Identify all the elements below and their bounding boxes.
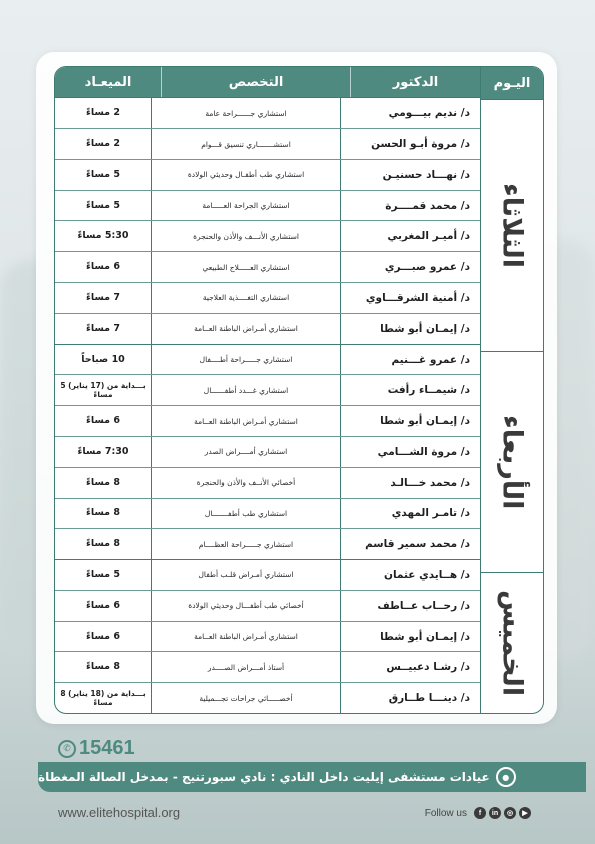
header-row: [55, 67, 480, 97]
doctor-cell: د/ محمد قمــــرة: [340, 191, 480, 221]
doctor-cell: د/ مروة الشـــامي: [340, 437, 480, 467]
table-row: [55, 159, 480, 190]
specialty-cell: استشاري الجراحة العـــــامة: [151, 191, 340, 221]
doctor-cell: د/ أميـر المغربي: [340, 221, 480, 251]
time-cell: 8 مساءً: [86, 661, 120, 673]
specialty-cell: استشاري أمـراض الباطنة العــامة: [151, 622, 340, 652]
header-specialty: التخصص: [161, 67, 350, 97]
table-row: [55, 97, 480, 128]
header-time: الميعـاد: [84, 74, 132, 90]
time-cell: 5 مساءً: [86, 168, 120, 180]
time-cell: بـــداية من (17 يناير) 5 مساءً: [60, 380, 146, 400]
specialty-cell: أخصـــــائي جراحات تجـــميلية: [151, 683, 340, 713]
specialty-cell: استشاري جـــــراحة أطــــفال: [151, 345, 340, 375]
table-row: [55, 405, 480, 436]
time-cell: 6 مساءً: [86, 261, 120, 273]
doctor-cell: د/ إيمـان أبو شطا: [340, 406, 480, 436]
table-row: [55, 467, 480, 498]
specialty-cell: أستاذ أمـــراض الصــــدر: [151, 652, 340, 682]
time-cell: 2 مساءً: [86, 138, 120, 150]
table-row: [55, 190, 480, 221]
website-link[interactable]: www.elitehospital.org: [58, 805, 181, 820]
time-cell: 5 مساءً: [86, 199, 120, 211]
table-row: [55, 313, 480, 344]
doctor-cell: د/ دينـــا طــارق: [340, 683, 480, 713]
instagram-icon[interactable]: ◎: [504, 807, 516, 819]
day-cell-tuesday: [481, 99, 543, 351]
time-cell: 8 مساءً: [86, 476, 120, 488]
specialty-cell: استشاري أمـراض الباطنة العــامة: [151, 406, 340, 436]
specialty-cell: استشاري التغــــذية العلاجية: [151, 283, 340, 313]
time-cell: 6 مساءً: [86, 630, 120, 642]
time-cell: 8 مساءً: [86, 538, 120, 550]
time-cell: بـــداية من (18 يناير) 8 مساءً: [60, 688, 146, 708]
time-cell: 5:30 مساءً: [77, 230, 129, 242]
doctor-cell: د/ أمنية الشرقـــاوي: [340, 283, 480, 313]
day-cell-thursday: [481, 572, 543, 713]
location-pin-icon: ●: [496, 767, 516, 787]
doctor-cell: د/ هــايدي عثمان: [340, 560, 480, 590]
specialty-cell: استشاري طب أطفـــــــال: [151, 499, 340, 529]
social-links: [425, 807, 531, 819]
specialty-cell: استشاري أمـراض الباطنة العــامة: [151, 314, 340, 344]
doctor-cell: د/ تامـر المهدي: [340, 499, 480, 529]
linkedin-icon[interactable]: in: [489, 807, 501, 819]
doctor-cell: د/ رحــاب عــاطف: [340, 591, 480, 621]
day-cell-wednesday: [481, 351, 543, 572]
table-row: [55, 621, 480, 652]
time-cell: 5 مساءً: [86, 569, 120, 581]
facebook-icon[interactable]: f: [474, 807, 486, 819]
doctor-cell: د/ محمد خـــالـد: [340, 468, 480, 498]
doctor-cell: د/ إيمـان أبو شطا: [340, 622, 480, 652]
specialty-cell: أخصائي طب أطفـــال وحديثي الولادة: [151, 591, 340, 621]
table-row: [55, 220, 480, 251]
hotline-number: 15461: [79, 737, 135, 759]
specialty-cell: استشاري أمــــراض الصدر: [151, 437, 340, 467]
doctor-cell: د/ نهـــاد حسنيـن: [340, 160, 480, 190]
doctor-cell: د/ شيمــاء رأفت: [340, 375, 480, 405]
hotline[interactable]: [58, 737, 135, 760]
doctor-cell: د/ محمد سمير قاسم: [340, 529, 480, 559]
address-text: عيادات مستشفى إيليت داخل النادي : نادي سبورتنيج - بمدخل الصالة المغطاة: [38, 770, 490, 784]
table-row: [55, 559, 480, 590]
specialty-cell: استشـــــــاري تنسيق قـــوام: [151, 129, 340, 159]
header-doctor: الدكتور: [350, 67, 480, 97]
header-day: اليـوم: [481, 67, 543, 99]
time-cell: 6 مساءً: [86, 415, 120, 427]
time-cell: 7 مساءً: [86, 292, 120, 303]
time-cell: 6 مساءً: [86, 599, 120, 611]
address-band: [38, 762, 586, 792]
time-cell: 8 مساءً: [86, 507, 120, 519]
time-cell: 10 صباحاً: [81, 353, 125, 365]
table-row: [55, 528, 480, 559]
table-row: [55, 128, 480, 159]
table-row: [55, 344, 480, 375]
day-column: [480, 67, 543, 713]
table-row: [55, 651, 480, 682]
time-cell: 7 مساءً: [86, 322, 120, 334]
table-row: [55, 282, 480, 313]
time-cell: 7:30 مساءً: [77, 445, 129, 457]
day-label: الخميس: [496, 589, 528, 697]
specialty-cell: استشاري جـــــراحة العظــــام: [151, 529, 340, 559]
follow-label: Follow us: [424, 807, 467, 819]
specialty-cell: استشاري الأنـــف والأذن والحنجرة: [151, 221, 340, 251]
schedule-table: [54, 66, 544, 714]
day-label: الأربعاء: [496, 414, 528, 510]
youtube-icon[interactable]: ▶: [519, 807, 531, 819]
doctor-cell: د/ نديم بيـــومي: [340, 98, 480, 128]
table-row: [55, 590, 480, 621]
doctor-cell: د/ رشـا دعبيــس: [340, 652, 480, 682]
doctor-cell: د/ عمرو صبـــري: [340, 252, 480, 282]
specialty-cell: استشاري العـــــلاج الطبيعي: [151, 252, 340, 282]
table-row: [55, 374, 480, 405]
specialty-cell: استشاري طب أطفـال وحديثي الولادة: [151, 160, 340, 190]
specialty-cell: استشاري أمـراض قلـب أطفال: [151, 560, 340, 590]
specialty-cell: استشاري جــــــراحة عامة: [151, 98, 340, 128]
doctor-cell: د/ عمرو غـــنيم: [340, 345, 480, 375]
schedule-rows: [55, 67, 480, 713]
day-label: الثلاثاء: [496, 183, 528, 268]
phone-icon: ✆: [58, 740, 76, 758]
table-row: [55, 498, 480, 529]
doctor-cell: د/ إيمـان أبو شطا: [340, 314, 480, 344]
table-row: [55, 682, 480, 713]
specialty-cell: أخصائي الأنــف والأذن والحنجرة: [151, 468, 340, 498]
table-row: [55, 251, 480, 282]
specialty-cell: استشاري غـــدد أطفــــــال: [151, 375, 340, 405]
table-row: [55, 436, 480, 467]
doctor-cell: د/ مروة أبـو الحسن: [340, 129, 480, 159]
time-cell: 2 مساءً: [86, 107, 120, 119]
